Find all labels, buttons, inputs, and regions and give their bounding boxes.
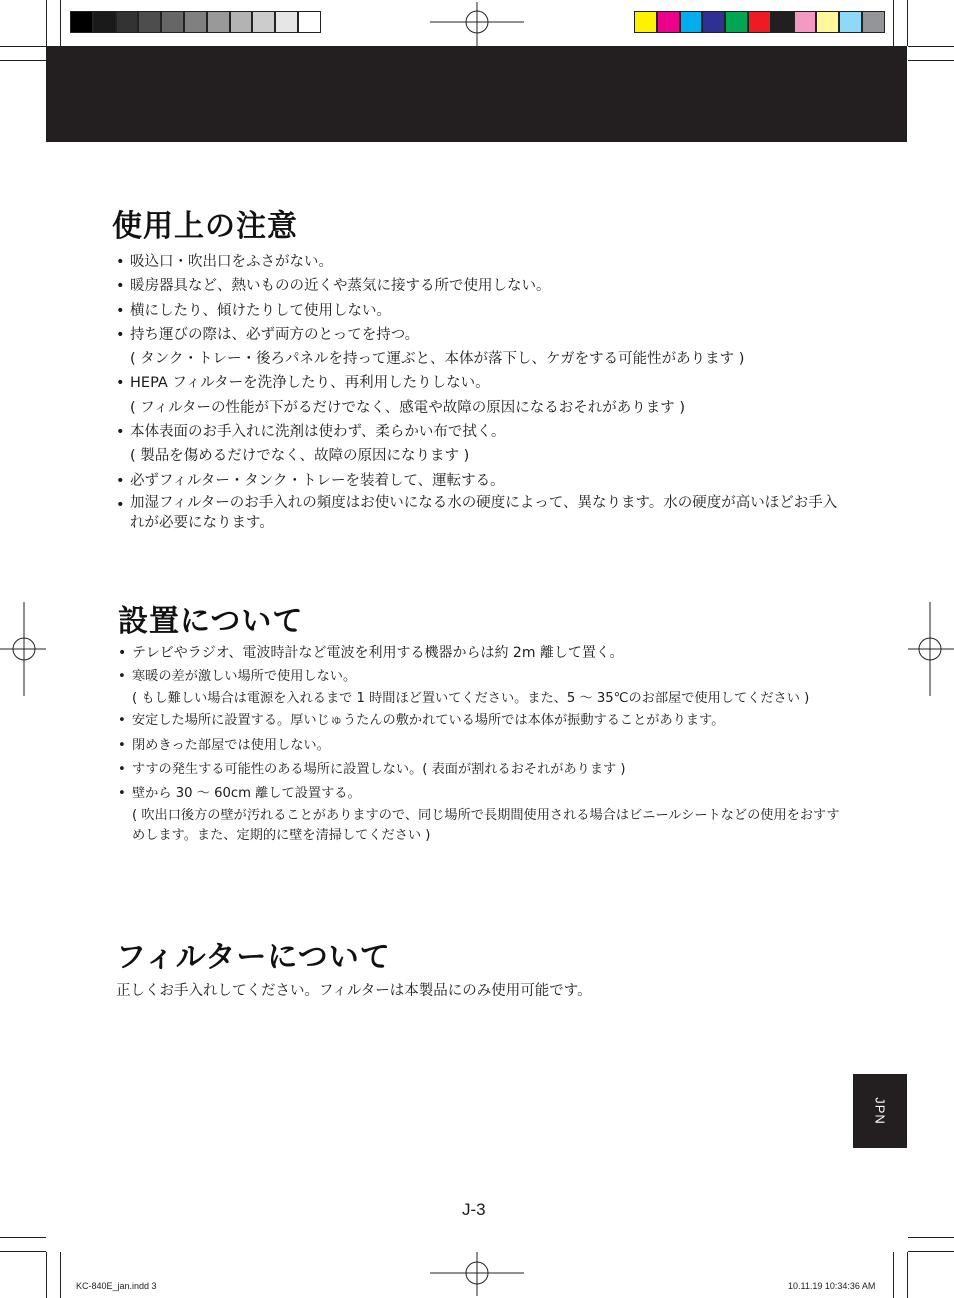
color-swatch: [161, 11, 184, 33]
color-swatch: [839, 11, 862, 33]
usage-precaution-item: [116, 493, 846, 533]
color-swatch: [230, 11, 253, 33]
installation-item: [118, 782, 848, 846]
filter-note: 正しくお手入れしてください。フィルターは本製品にのみ使用可能です。: [116, 983, 592, 999]
crop-mark: [0, 1237, 46, 1238]
crop-mark: [907, 0, 908, 46]
language-tab-label: JPN: [872, 1097, 888, 1125]
crop-mark: [60, 1252, 61, 1298]
installation-item: [118, 734, 848, 758]
usage-precaution-item-text: 暖房器具など、熱いものの近くや蒸気に接する所で使用しない。: [130, 278, 551, 295]
color-swatch: [725, 11, 748, 33]
crop-mark: [908, 1251, 954, 1252]
crop-mark: [893, 1252, 894, 1298]
crop-mark: [893, 0, 894, 46]
color-swatch: [70, 11, 93, 33]
usage-precaution-item: [116, 250, 846, 274]
color-swatch: [93, 11, 116, 33]
installation-item: [118, 665, 848, 709]
usage-precaution-item-note: ( 製品を傷めるだけでなく、故障の原因になります ): [130, 448, 470, 465]
usage-precaution-item: [116, 274, 846, 298]
usage-precautions-list: [116, 250, 846, 533]
crop-mark: [0, 1251, 46, 1252]
registration-mark-bottom: [430, 1252, 524, 1296]
registration-mark-left: [0, 602, 46, 696]
header-bar: [46, 46, 907, 142]
color-swatch: [298, 11, 321, 33]
installation-item: [118, 758, 848, 782]
color-swatch: [680, 11, 703, 33]
registration-mark-right: [908, 602, 954, 696]
usage-precaution-item-text: 持ち運びの際は、必ず両方のとってを持つ。: [130, 326, 420, 343]
installation-item-text: すすの発生する可能性のある場所に設置しない。( 表面が割れるおそれがあります ): [132, 761, 626, 777]
crop-mark: [908, 1237, 954, 1238]
color-swatch: [184, 11, 207, 33]
crop-mark: [60, 0, 61, 46]
installation-item-note: ( もし難しい場合は電源を入れるまで 1 時間ほど置いてください。また、5 ～ 35℃のお部屋で使用してください ): [132, 691, 810, 707]
usage-precaution-item: [116, 371, 846, 420]
section-title-filter: フィルターについて: [116, 940, 391, 975]
usage-precaution-item-text: HEPA フィルターを洗浄したり、再利用したりしない。: [130, 375, 490, 392]
color-swatch: [275, 11, 298, 33]
language-tab: [853, 1074, 907, 1148]
installation-item: [118, 641, 848, 665]
section-title-installation: 設置について: [118, 604, 304, 639]
color-swatch: [816, 11, 839, 33]
usage-precaution-item-text: • 加湿フィルターのお手入れの頻度はお使いになる水の硬度によって、異なります。水の硬度が高いほどお手入れが必要になります。: [130, 494, 838, 531]
usage-precaution-item: [116, 420, 846, 469]
installation-item-text: テレビやラジオ、電波時計など電波を利用する機器からは約 2m 離して置く。: [132, 645, 624, 661]
color-swatch: [771, 11, 794, 33]
usage-precaution-item-note: ( タンク・トレー・後ろパネルを持って運ぶと、本体が落下し、ケガをする可能性があります ): [130, 351, 745, 368]
color-swatch: [702, 11, 725, 33]
page-number: J-3: [462, 1200, 486, 1219]
crop-mark: [0, 46, 46, 47]
crop-mark: [907, 1252, 908, 1298]
color-swatch: [634, 11, 657, 33]
color-swatch: [207, 11, 230, 33]
usage-precaution-item-text: 必ずフィルター・タンク・トレーを装着して、運転する。: [130, 472, 505, 489]
installation-item-text: 寒暖の差が激しい場所で使用しない。: [132, 669, 357, 685]
crop-mark: [46, 1252, 47, 1298]
slug-filename: KC-840E_jan.indd 3: [76, 1281, 157, 1291]
installation-item-note: ( 吹出口後方の壁が汚れることがありますので、同じ場所で長期間使用される場合はビニールシートなどの使用をおすすめします。また、定期的に壁を清掃してください ): [132, 808, 840, 844]
crop-mark: [0, 60, 46, 61]
color-swatch: [748, 11, 771, 33]
crop-mark: [46, 0, 47, 46]
installation-item-text: 壁から 30 ～ 60cm 離して設置する。: [132, 786, 361, 802]
slug-timestamp: 10.11.19 10:34:36 AM: [788, 1281, 876, 1291]
section-title-usage-precautions: 使用上の注意: [112, 209, 298, 244]
crop-mark: [908, 60, 954, 61]
installation-list: [118, 641, 848, 846]
usage-precaution-item: [116, 469, 846, 493]
crop-mark: [908, 46, 954, 47]
registration-mark-top: [430, 2, 524, 46]
usage-precaution-item-text: 本体表面のお手入れに洗剤は使わず、柔らかい布で拭く。: [130, 424, 506, 441]
usage-precaution-item-text: 吸込口・吹出口をふさがない。: [130, 254, 333, 270]
color-swatch: [657, 11, 680, 33]
installation-item-text: 閉めきった部屋では使用しない。: [132, 737, 330, 753]
usage-precaution-item-text: 横にしたり、傾けたりして使用しない。: [130, 302, 391, 319]
color-swatch: [116, 11, 139, 33]
color-swatch: [252, 11, 275, 33]
color-swatch: [862, 11, 885, 33]
installation-item-text: 安定した場所に設置する。厚いじゅうたんの敷かれている場所では本体が振動することがあります。: [132, 713, 725, 729]
usage-precaution-item-note: ( フィルターの性能が下がるだけでなく、感電や故障の原因になるおそれがあります ): [130, 399, 685, 416]
usage-precaution-item: [116, 323, 846, 372]
color-swatch: [138, 11, 161, 33]
installation-item: [118, 709, 848, 733]
usage-precaution-item: [116, 299, 846, 323]
color-swatch: [794, 11, 817, 33]
